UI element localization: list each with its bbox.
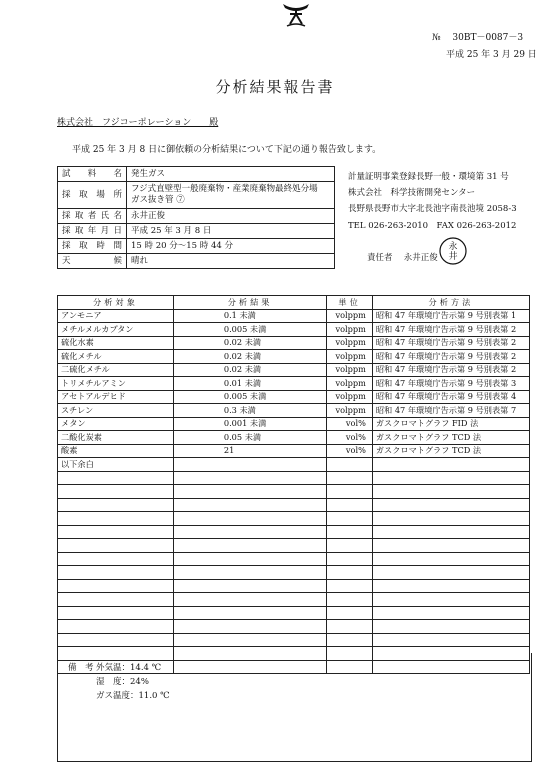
cell-result bbox=[173, 471, 327, 485]
cell-target: アセトアルデヒド bbox=[58, 390, 174, 404]
table-row bbox=[58, 485, 530, 499]
info-row bbox=[58, 209, 335, 224]
cell-result bbox=[173, 498, 327, 512]
svg-text:永: 永 bbox=[448, 242, 458, 252]
cell-result bbox=[173, 633, 327, 647]
info-value-line2: ガス抜き管 ⑦ bbox=[131, 195, 185, 205]
header-method: 分析方法 bbox=[372, 296, 529, 310]
results-header-row bbox=[58, 296, 530, 310]
table-row bbox=[58, 525, 530, 539]
cell-unit bbox=[327, 485, 372, 499]
responsible-name: 永井正俊 bbox=[403, 253, 438, 263]
results-body bbox=[58, 309, 530, 674]
info-value: 永井正俊 bbox=[127, 209, 335, 224]
table-row bbox=[58, 606, 530, 620]
cell-method bbox=[372, 552, 529, 566]
cell-target: 二硫化メチル bbox=[58, 363, 174, 377]
cell-target bbox=[58, 498, 174, 512]
cell-result bbox=[173, 458, 327, 472]
cell-target: メタン bbox=[58, 417, 174, 431]
info-label: 採取場所 bbox=[58, 182, 127, 209]
responsible-label: 責任者 bbox=[367, 253, 393, 263]
cell-method: 昭和 47 年環境庁告示第 9 号別表第 1 bbox=[372, 309, 529, 323]
header-target: 分析対象 bbox=[58, 296, 174, 310]
cell-result: 0.02 未満 bbox=[173, 336, 327, 350]
info-value bbox=[127, 182, 335, 209]
cell-result: 21 bbox=[173, 444, 327, 458]
cell-method bbox=[372, 620, 529, 634]
cell-unit bbox=[327, 633, 372, 647]
table-row bbox=[58, 336, 530, 350]
cell-result bbox=[173, 552, 327, 566]
table-row bbox=[58, 620, 530, 634]
table-row bbox=[58, 539, 530, 553]
doc-no-value: 30BT－0087－3 bbox=[452, 33, 524, 43]
info-row bbox=[58, 182, 335, 209]
cell-result: 0.01 未満 bbox=[173, 377, 327, 391]
cell-method: 昭和 47 年環境庁告示第 9 号別表第 2 bbox=[372, 323, 529, 337]
info-label: 採取者氏名 bbox=[58, 209, 127, 224]
cell-target: メチルメルカプタン bbox=[58, 323, 174, 337]
cell-method bbox=[372, 539, 529, 553]
company-logo bbox=[281, 2, 311, 28]
table-row bbox=[58, 417, 530, 431]
cell-result: 0.02 未満 bbox=[173, 363, 327, 377]
remark-line: ガス温度：11.0 ℃ bbox=[96, 691, 170, 701]
cell-unit bbox=[327, 471, 372, 485]
info-value: 15 時 20 分～15 時 44 分 bbox=[127, 239, 335, 254]
client-name: 株式会社 フジコーポレーション 殿 bbox=[57, 118, 219, 128]
cell-unit bbox=[327, 525, 372, 539]
info-value: 平成 25 年 3 月 8 日 bbox=[127, 224, 335, 239]
cell-method bbox=[372, 498, 529, 512]
cell-target: スチレン bbox=[58, 404, 174, 418]
info-label: 採取時間 bbox=[58, 239, 127, 254]
cell-target bbox=[58, 566, 174, 580]
cell-target bbox=[58, 620, 174, 634]
cell-method: 昭和 47 年環境庁告示第 9 号別表第 3 bbox=[372, 377, 529, 391]
cell-unit bbox=[327, 498, 372, 512]
cell-method: 昭和 47 年環境庁告示第 9 号別表第 2 bbox=[372, 363, 529, 377]
cell-result: 0.005 未満 bbox=[173, 390, 327, 404]
lab-name: 株式会社 科学技術開発センター bbox=[348, 188, 476, 198]
sample-info-table bbox=[57, 166, 335, 269]
table-row bbox=[58, 377, 530, 391]
cell-unit: volppm bbox=[327, 377, 372, 391]
cell-result: 0.05 未満 bbox=[173, 431, 327, 445]
cell-result: 0.3 未満 bbox=[173, 404, 327, 418]
table-row bbox=[58, 498, 530, 512]
cell-method: 昭和 47 年環境庁告示第 9 号別表第 2 bbox=[372, 336, 529, 350]
cell-unit bbox=[327, 579, 372, 593]
cell-target: 硫化水素 bbox=[58, 336, 174, 350]
cell-unit: vol% bbox=[327, 431, 372, 445]
table-row bbox=[58, 512, 530, 526]
table-row bbox=[58, 593, 530, 607]
cell-method: 昭和 47 年環境庁告示第 9 号別表第 2 bbox=[372, 350, 529, 364]
info-row bbox=[58, 224, 335, 239]
table-row bbox=[58, 458, 530, 472]
cell-method bbox=[372, 566, 529, 580]
cell-unit: volppm bbox=[327, 390, 372, 404]
cell-result bbox=[173, 525, 327, 539]
info-label: 採取年月日 bbox=[58, 224, 127, 239]
info-value: 晴れ bbox=[127, 254, 335, 269]
document-number bbox=[432, 30, 523, 43]
cell-target: 二酸化炭素 bbox=[58, 431, 174, 445]
doc-no-label: № bbox=[432, 33, 441, 43]
cell-target: トリメチルアミン bbox=[58, 377, 174, 391]
cell-target bbox=[58, 512, 174, 526]
table-row bbox=[58, 552, 530, 566]
cell-unit: volppm bbox=[327, 309, 372, 323]
cell-result bbox=[173, 512, 327, 526]
table-row bbox=[58, 363, 530, 377]
cell-method bbox=[372, 471, 529, 485]
info-row bbox=[58, 254, 335, 269]
table-row bbox=[58, 404, 530, 418]
cell-unit: volppm bbox=[327, 363, 372, 377]
page-title: 分析結果報告書 bbox=[215, 78, 335, 96]
cell-unit bbox=[327, 458, 372, 472]
cell-method: 昭和 47 年環境庁告示第 9 号別表第 4 bbox=[372, 390, 529, 404]
cell-method: 昭和 47 年環境庁告示第 9 号別表第 7 bbox=[372, 404, 529, 418]
table-row bbox=[58, 431, 530, 445]
cell-target bbox=[58, 606, 174, 620]
cell-unit bbox=[327, 552, 372, 566]
cell-unit bbox=[327, 593, 372, 607]
cell-target bbox=[58, 471, 174, 485]
cell-method bbox=[372, 606, 529, 620]
cell-target bbox=[58, 485, 174, 499]
cell-target bbox=[58, 593, 174, 607]
remark-line: 外気温：14.4 ℃ bbox=[96, 663, 162, 673]
cell-method bbox=[372, 633, 529, 647]
info-value: 発生ガス bbox=[127, 167, 335, 182]
cell-method bbox=[372, 458, 529, 472]
cell-target bbox=[58, 552, 174, 566]
results-table bbox=[57, 295, 530, 674]
cell-method: ガスクロマトグラフ TCD 法 bbox=[372, 444, 529, 458]
cell-method bbox=[372, 593, 529, 607]
responsible-person bbox=[367, 251, 438, 263]
cell-method bbox=[372, 512, 529, 526]
svg-text:井: 井 bbox=[448, 252, 458, 262]
cell-unit: vol% bbox=[327, 417, 372, 431]
cell-result: 0.02 未満 bbox=[173, 350, 327, 364]
table-row bbox=[58, 444, 530, 458]
remarks-label: 備 考 bbox=[68, 663, 94, 673]
info-label: 天候 bbox=[58, 254, 127, 269]
cell-result: 0.1 未満 bbox=[173, 309, 327, 323]
cell-target bbox=[58, 579, 174, 593]
cell-unit: volppm bbox=[327, 350, 372, 364]
cell-result: 0.001 未満 bbox=[173, 417, 327, 431]
cell-target bbox=[58, 539, 174, 553]
remark-line: 湿 度：24% bbox=[96, 677, 149, 687]
cell-method bbox=[372, 485, 529, 499]
remarks-box bbox=[57, 653, 532, 762]
lab-registration: 計量証明事業登録長野一般・環境第 31 号 bbox=[348, 172, 509, 182]
intro-text: 平成 25 年 3 月 8 日に御依頼の分析結果について下記の通り報告致します。 bbox=[72, 145, 382, 155]
table-row bbox=[58, 471, 530, 485]
cell-unit bbox=[327, 512, 372, 526]
cell-unit: volppm bbox=[327, 404, 372, 418]
cell-unit bbox=[327, 539, 372, 553]
cell-result bbox=[173, 566, 327, 580]
cell-unit bbox=[327, 606, 372, 620]
cell-method: ガスクロマトグラフ FID 法 bbox=[372, 417, 529, 431]
info-row bbox=[58, 167, 335, 182]
lab-address: 長野県長野市大字北長池字南長池境 2058-3 bbox=[348, 204, 517, 214]
table-row bbox=[58, 350, 530, 364]
table-row bbox=[58, 566, 530, 580]
cell-target: アンモニア bbox=[58, 309, 174, 323]
table-row bbox=[58, 323, 530, 337]
cell-method bbox=[372, 525, 529, 539]
cell-result bbox=[173, 485, 327, 499]
header-unit: 単位 bbox=[327, 296, 372, 310]
table-row bbox=[58, 309, 530, 323]
cell-result: 0.005 未満 bbox=[173, 323, 327, 337]
cell-result bbox=[173, 539, 327, 553]
cell-unit bbox=[327, 620, 372, 634]
cell-method: ガスクロマトグラフ TCD 法 bbox=[372, 431, 529, 445]
table-row bbox=[58, 579, 530, 593]
info-value-line1: フジ式直壁型一般廃棄物・産業廃棄物最終処分場 bbox=[131, 184, 318, 194]
document-date: 平成 25 年 3 月 29 日 bbox=[446, 50, 537, 60]
table-row bbox=[58, 633, 530, 647]
header-result: 分析結果 bbox=[173, 296, 327, 310]
info-row bbox=[58, 239, 335, 254]
info-label: 試料名 bbox=[58, 167, 127, 182]
personal-seal bbox=[438, 236, 468, 266]
cell-result bbox=[173, 620, 327, 634]
cell-result bbox=[173, 593, 327, 607]
cell-target: 硫化メチル bbox=[58, 350, 174, 364]
cell-unit bbox=[327, 566, 372, 580]
table-row bbox=[58, 390, 530, 404]
cell-target bbox=[58, 525, 174, 539]
cell-result bbox=[173, 606, 327, 620]
cell-target: 酸素 bbox=[58, 444, 174, 458]
cell-unit: volppm bbox=[327, 336, 372, 350]
cell-unit: volppm bbox=[327, 323, 372, 337]
lab-contact: TEL 026-263-2010 FAX 026-263-2012 bbox=[348, 221, 517, 231]
cell-unit: vol% bbox=[327, 444, 372, 458]
cell-result bbox=[173, 579, 327, 593]
cell-method bbox=[372, 579, 529, 593]
cell-target: 以下余白 bbox=[58, 458, 174, 472]
cell-target bbox=[58, 633, 174, 647]
